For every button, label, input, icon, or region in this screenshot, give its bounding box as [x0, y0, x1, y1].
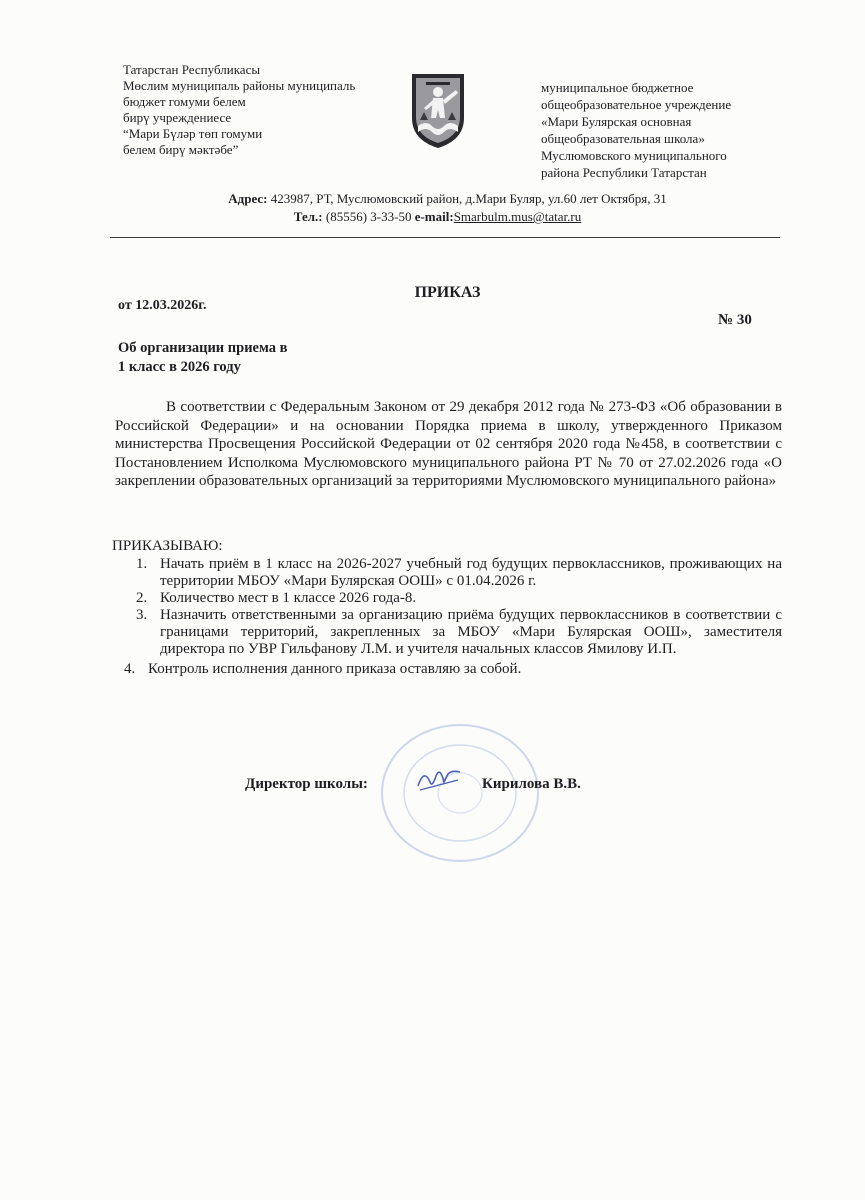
header-right-block: [541, 79, 731, 181]
order-date: от 12.03.2026г.: [118, 298, 207, 313]
header-right-line: общеобразовательное учреждение: [541, 97, 732, 112]
director-name: Кирилова В.В.: [482, 776, 581, 792]
header-left-line: Мөслим муниципаль районы муниципаль: [123, 78, 356, 93]
order-subject: [118, 339, 287, 377]
email-label: e-mail:: [414, 209, 454, 224]
order-preamble: В соответствии с Федеральным Законом от 29 декабря 2012 года № 273-ФЗ «Об образовании в Российской Федерации» и на основании Порядка приема в школу, утвержденного Приказом министерства Просвещения Российской Федерации от 02 сентября 2020 года №458, в соответствии с Постановлением Исполкома Муслюмовского муниципального района РТ № 70 от 27.02.2026 года «О закреплении образовательных организаций за территориями Муслюмовского муниципального района»: [115, 399, 782, 489]
address-label: Адрес:: [228, 191, 268, 206]
list-item: [112, 607, 782, 658]
list-item-number: 3.: [136, 607, 148, 623]
header-divider: [110, 237, 780, 238]
list-item-text: Назначить ответственными за организацию приёма будущих первоклассников в соответствии с границами территорий, закрепленных за МБОУ «Мари Булярская ООШ», заместителя директора по УВР Гильфанову Л.М. и учителя начальных классов Ямилову И.П.: [160, 607, 782, 657]
list-item-number: 1.: [136, 556, 148, 572]
phone-label: Тел.:: [293, 209, 323, 224]
header-left-line: бюджет гомуми белем: [123, 94, 246, 109]
municipal-coat-of-arms-icon: [408, 70, 468, 150]
phone-email-line: [0, 208, 865, 226]
header-right-line: общеобразовательная школа»: [541, 131, 705, 146]
order-number: № 30: [718, 312, 752, 328]
list-item-number: 2.: [136, 590, 148, 606]
header-left-block: [123, 62, 355, 158]
list-item-text: Начать приём в 1 класс на 2026-2027 учебный год будущих первоклассников, проживающих на территории МБОУ «Мари Булярская ООШ» с 01.04.2026 г.: [160, 556, 782, 589]
list-item: [112, 661, 782, 678]
list-item-text: Количество мест в 1 классе 2026 года-8.: [160, 590, 417, 606]
list-item-number: 4.: [124, 661, 136, 677]
handwritten-signature: [414, 762, 464, 798]
order-items-list: [112, 556, 782, 678]
header-left-line: бирү учреждениесе: [123, 110, 232, 125]
list-item-text: Контроль исполнения данного приказа оставляю за собой.: [148, 661, 522, 677]
header-left-line: Татарстан Республикасы: [123, 62, 261, 77]
subject-line: 1 класс в 2026 году: [118, 359, 241, 375]
address-line: [0, 190, 865, 208]
contact-block: [0, 190, 865, 226]
email-link[interactable]: Smarbulm.mus@tatar.ru: [453, 209, 582, 224]
list-item: [112, 590, 782, 607]
header-left-line: белем бирү мәктәбе”: [123, 142, 239, 157]
order-title: ПРИКАЗ: [414, 284, 481, 301]
phone-value: (85556) 3-33-50: [325, 209, 412, 224]
signature-role: Директор школы:: [245, 776, 368, 792]
address-value: 423987, РТ, Муслюмовский район, д.Мари Буляр, ул.60 лет Октября, 31: [270, 191, 667, 206]
header-right-line: «Мари Булярская основная: [541, 114, 692, 129]
header-right-line: района Республики Татарстан: [541, 165, 707, 180]
header-right-line: Муслюмовского муниципального: [541, 148, 727, 163]
order-directive: ПРИКАЗЫВАЮ:: [112, 538, 223, 554]
list-item: [112, 556, 782, 590]
header-right-line: муниципальное бюджетное: [541, 80, 694, 95]
header-left-line: “Мари Бүләр төп гомуми: [123, 126, 263, 141]
subject-line: Об организации приема в: [118, 340, 288, 356]
